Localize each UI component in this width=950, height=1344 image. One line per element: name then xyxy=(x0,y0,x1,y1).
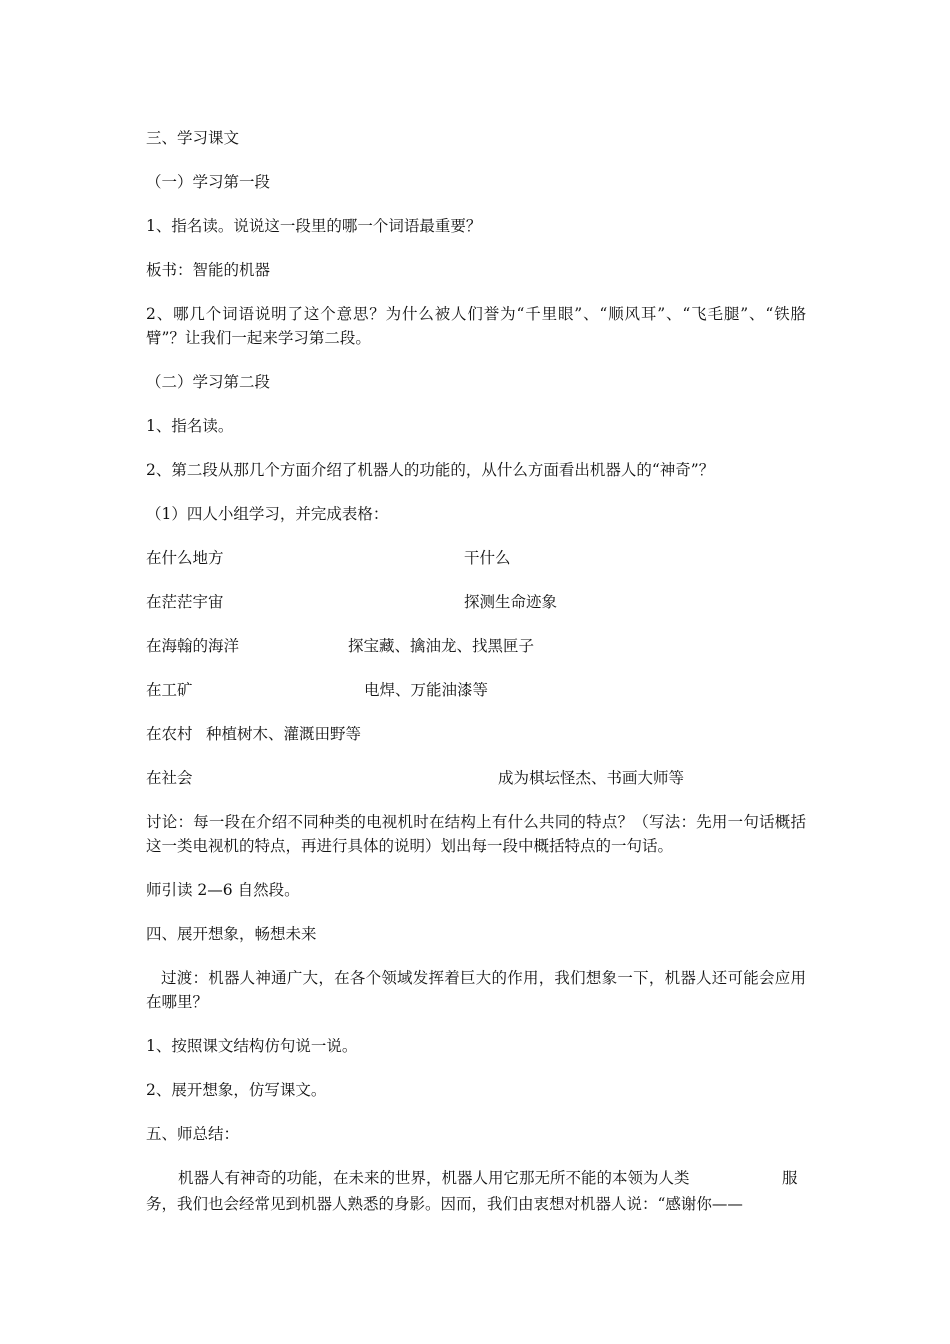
section-heading-summary: 五、师总结： xyxy=(146,1125,240,1143)
table-row-where: 在工矿 xyxy=(146,681,193,699)
table-row-what: 探测生命迹象 xyxy=(464,593,558,611)
teacher-guided-reading: 师引读 2—6 自然段。 xyxy=(146,881,300,899)
imagine-item-2: 2、展开想象，仿写课文。 xyxy=(146,1081,327,1099)
table-row-what: 种植树木、灌溉田野等 xyxy=(206,725,362,743)
part-one-title: （一）学习第一段 xyxy=(146,173,271,191)
part-two-question-2: 2、第二段从那几个方面介绍了机器人的功能的，从什么方面看出机器人的“神奇”？ xyxy=(146,461,715,479)
section-heading-study-text: 三、学习课文 xyxy=(146,129,240,147)
part-one-question-2: 2、哪几个词语说明了这个意思？为什么被人们誉为“千里眼”、“顺风耳”、“飞毛腿”、“铁胳臂”？让我们一起来学习第二段。 xyxy=(146,305,806,347)
group-task: （1）四人小组学习，并完成表格： xyxy=(146,505,389,523)
table-row-where: 在社会 xyxy=(146,769,193,787)
discussion-paragraph: 讨论：每一段在介绍不同种类的电视机时在结构上有什么共同的特点？（写法：先用一句话概括这一类电视机的特点，再进行具体的说明）划出每一段中概括特点的一句话。 xyxy=(146,813,806,855)
section-heading-imagine: 四、展开想象，畅想未来 xyxy=(146,925,317,943)
blackboard-note: 板书：智能的机器 xyxy=(146,261,271,279)
part-two-question-1: 1、指名读。 xyxy=(146,417,234,435)
summary-line-1: 机器人有神奇的功能，在未来的世界，机器人用它那无所不能的本领为人类 xyxy=(178,1169,690,1187)
table-row-what: 成为棋坛怪杰、书画大师等 xyxy=(498,769,685,787)
summary-line-2: 务，我们也会经常见到机器人熟悉的身影。因而，我们由衷想对机器人说：“感谢你—— xyxy=(146,1195,743,1213)
table-row-where: 在农村 xyxy=(146,725,193,743)
transition-paragraph: 过渡：机器人神通广大，在各个领域发挥着巨大的作用，我们想象一下，机器人还可能会应用在哪里？ xyxy=(146,969,806,1011)
table-row-where: 在海翰的海洋 xyxy=(146,637,240,655)
table-row-what: 电焊、万能油漆等 xyxy=(364,681,489,699)
part-one-question-1: 1、指名读。说说这一段里的哪一个词语最重要？ xyxy=(146,217,482,235)
imagine-item-1: 1、按照课文结构仿句说一说。 xyxy=(146,1037,358,1055)
table-header-where: 在什么地方 xyxy=(146,549,224,567)
part-two-title: （二）学习第二段 xyxy=(146,373,271,391)
table-header-what: 干什么 xyxy=(464,549,511,567)
table-row-what: 探宝藏、擒油龙、找黑匣子 xyxy=(348,637,535,655)
table-row-where: 在茫茫宇宙 xyxy=(146,593,224,611)
summary-line-1-end: 服 xyxy=(782,1169,798,1187)
